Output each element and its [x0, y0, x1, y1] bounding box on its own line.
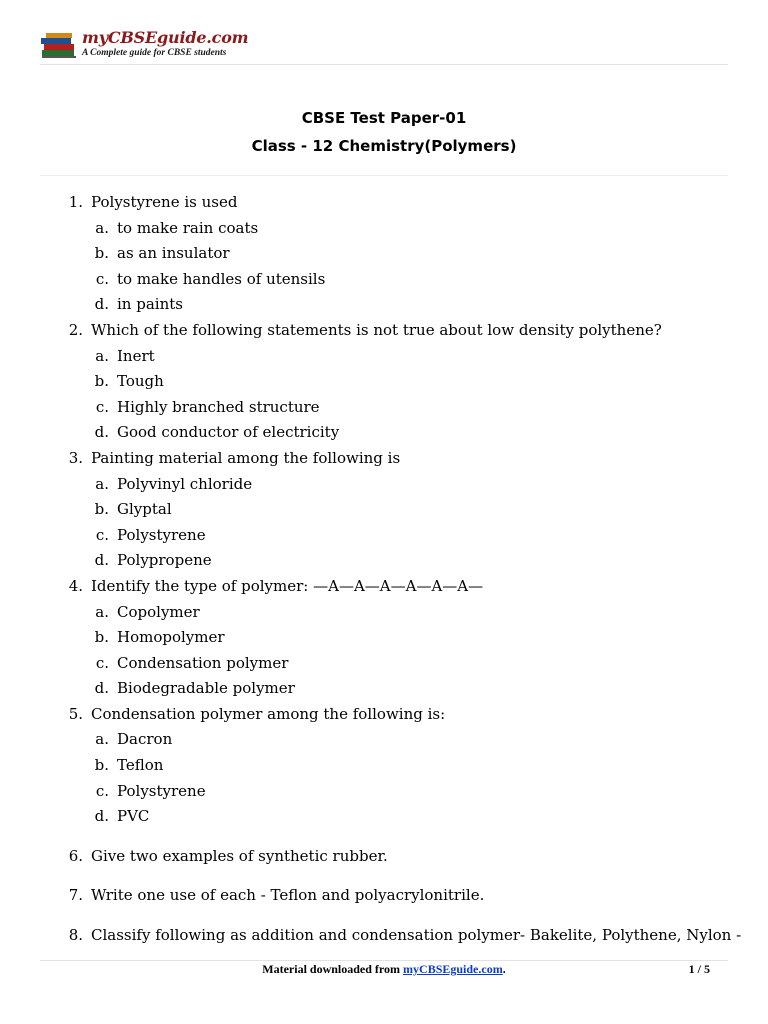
question-number: 2.	[68, 320, 83, 339]
option-item	[91, 676, 740, 702]
question-text: Give two examples of synthetic rubber.	[91, 846, 388, 865]
option-text: Good conductor of electricity	[117, 423, 340, 442]
option-letter: d.	[94, 423, 109, 442]
option-letter: c.	[95, 269, 109, 288]
option-item	[91, 497, 740, 523]
option-letter: b.	[94, 756, 109, 775]
option-text: to make handles of utensils	[117, 269, 326, 288]
option-text: Teflon	[117, 756, 164, 775]
option-letter: a.	[95, 474, 109, 493]
option-letter: d.	[94, 295, 109, 314]
option-letter: b.	[94, 628, 109, 647]
option-letter: a.	[95, 346, 109, 365]
question-item	[40, 446, 740, 574]
option-letter: c.	[95, 525, 109, 544]
page-footer	[40, 962, 728, 978]
question-item	[40, 318, 740, 446]
option-letter: c.	[95, 781, 109, 800]
question-number: 1.	[68, 193, 83, 211]
option-item	[91, 395, 740, 421]
option-letter: b.	[94, 372, 109, 391]
option-text: Condensation polymer	[117, 653, 289, 672]
option-item	[91, 779, 740, 805]
option-letter: d.	[94, 807, 109, 826]
option-letter: d.	[94, 679, 109, 698]
divider	[40, 175, 728, 176]
footer-suffix: .	[502, 962, 506, 976]
option-letter: b.	[94, 244, 109, 263]
option-text: Glyptal	[117, 500, 172, 519]
paper-title	[40, 104, 728, 160]
option-item	[91, 267, 740, 293]
question-item	[40, 883, 740, 909]
question-text: Classify following as addition and condensation polymer- Bakelite, Polythene, Nylon -	[91, 926, 742, 945]
footer-divider	[40, 960, 728, 961]
option-text: in paints	[117, 295, 183, 314]
question-number: 7.	[68, 886, 83, 905]
option-text: as an insulator	[117, 244, 230, 263]
page-number: 1 / 5	[688, 962, 710, 976]
option-letter: a.	[95, 218, 109, 237]
option-text: Inert	[117, 346, 155, 365]
question-text: Polystyrene is used	[91, 193, 238, 211]
option-letter: a.	[95, 730, 109, 749]
question-text: Which of the following statements is not true about low density polythene?	[91, 320, 662, 339]
option-item	[91, 727, 740, 753]
question-number: 6.	[68, 846, 83, 865]
option-letter: d.	[94, 551, 109, 570]
option-item	[91, 651, 740, 677]
option-item	[91, 625, 740, 651]
option-item	[91, 804, 740, 830]
option-item	[91, 344, 740, 370]
logo-tagline: A Complete guide for CBSE students	[82, 48, 227, 58]
option-item	[91, 472, 740, 498]
option-text: Biodegradable polymer	[117, 679, 295, 698]
question-number: 4.	[68, 576, 83, 595]
option-text: Dacron	[117, 730, 173, 749]
question-item	[40, 702, 740, 830]
option-text: Homopolymer	[117, 628, 225, 647]
option-item	[91, 420, 740, 446]
option-text: PVC	[117, 807, 150, 826]
question-number: 8.	[68, 926, 83, 945]
logo-title: myCBSEguide.com	[82, 28, 249, 47]
question-item	[40, 190, 740, 318]
option-item	[91, 241, 740, 267]
option-item	[91, 600, 740, 626]
question-text: Condensation polymer among the following is:	[91, 704, 446, 723]
option-item	[91, 753, 740, 779]
footer-link[interactable]: myCBSEguide.com	[403, 962, 503, 976]
option-text: Copolymer	[117, 602, 200, 621]
option-letter: c.	[95, 397, 109, 416]
question-list	[40, 190, 740, 949]
question-number: 5.	[68, 704, 83, 723]
books-logo-icon	[40, 30, 80, 60]
question-item	[40, 844, 740, 870]
option-letter: b.	[94, 500, 109, 519]
option-text: Polystyrene	[117, 781, 206, 800]
title-line-1: CBSE Test Paper-01	[301, 109, 467, 127]
option-item	[91, 548, 740, 574]
option-item	[91, 369, 740, 395]
page-header	[40, 24, 728, 65]
question-text: Painting material among the following is	[91, 448, 401, 467]
option-text: Highly branched structure	[117, 397, 320, 416]
footer-source	[40, 962, 728, 977]
option-item	[91, 523, 740, 549]
question-text: Write one use of each - Teflon and polyacrylonitrile.	[91, 886, 485, 905]
question-item	[40, 923, 740, 949]
question-number: 3.	[68, 448, 83, 467]
question-text: Identify the type of polymer: —A—A—A—A—A—A—	[91, 576, 484, 595]
question-item	[40, 574, 740, 702]
logo[interactable]	[40, 28, 280, 62]
option-text: Polyvinyl chloride	[117, 474, 253, 493]
option-text: to make rain coats	[117, 218, 259, 237]
title-line-2: Class - 12 Chemistry(Polymers)	[251, 137, 517, 155]
option-text: Tough	[117, 372, 164, 391]
option-letter: a.	[95, 602, 109, 621]
option-text: Polypropene	[117, 551, 212, 570]
option-item	[91, 216, 740, 242]
option-item	[91, 292, 740, 318]
option-letter: c.	[95, 653, 109, 672]
option-text: Polystyrene	[117, 525, 206, 544]
footer-prefix: Material downloaded from	[262, 962, 404, 976]
